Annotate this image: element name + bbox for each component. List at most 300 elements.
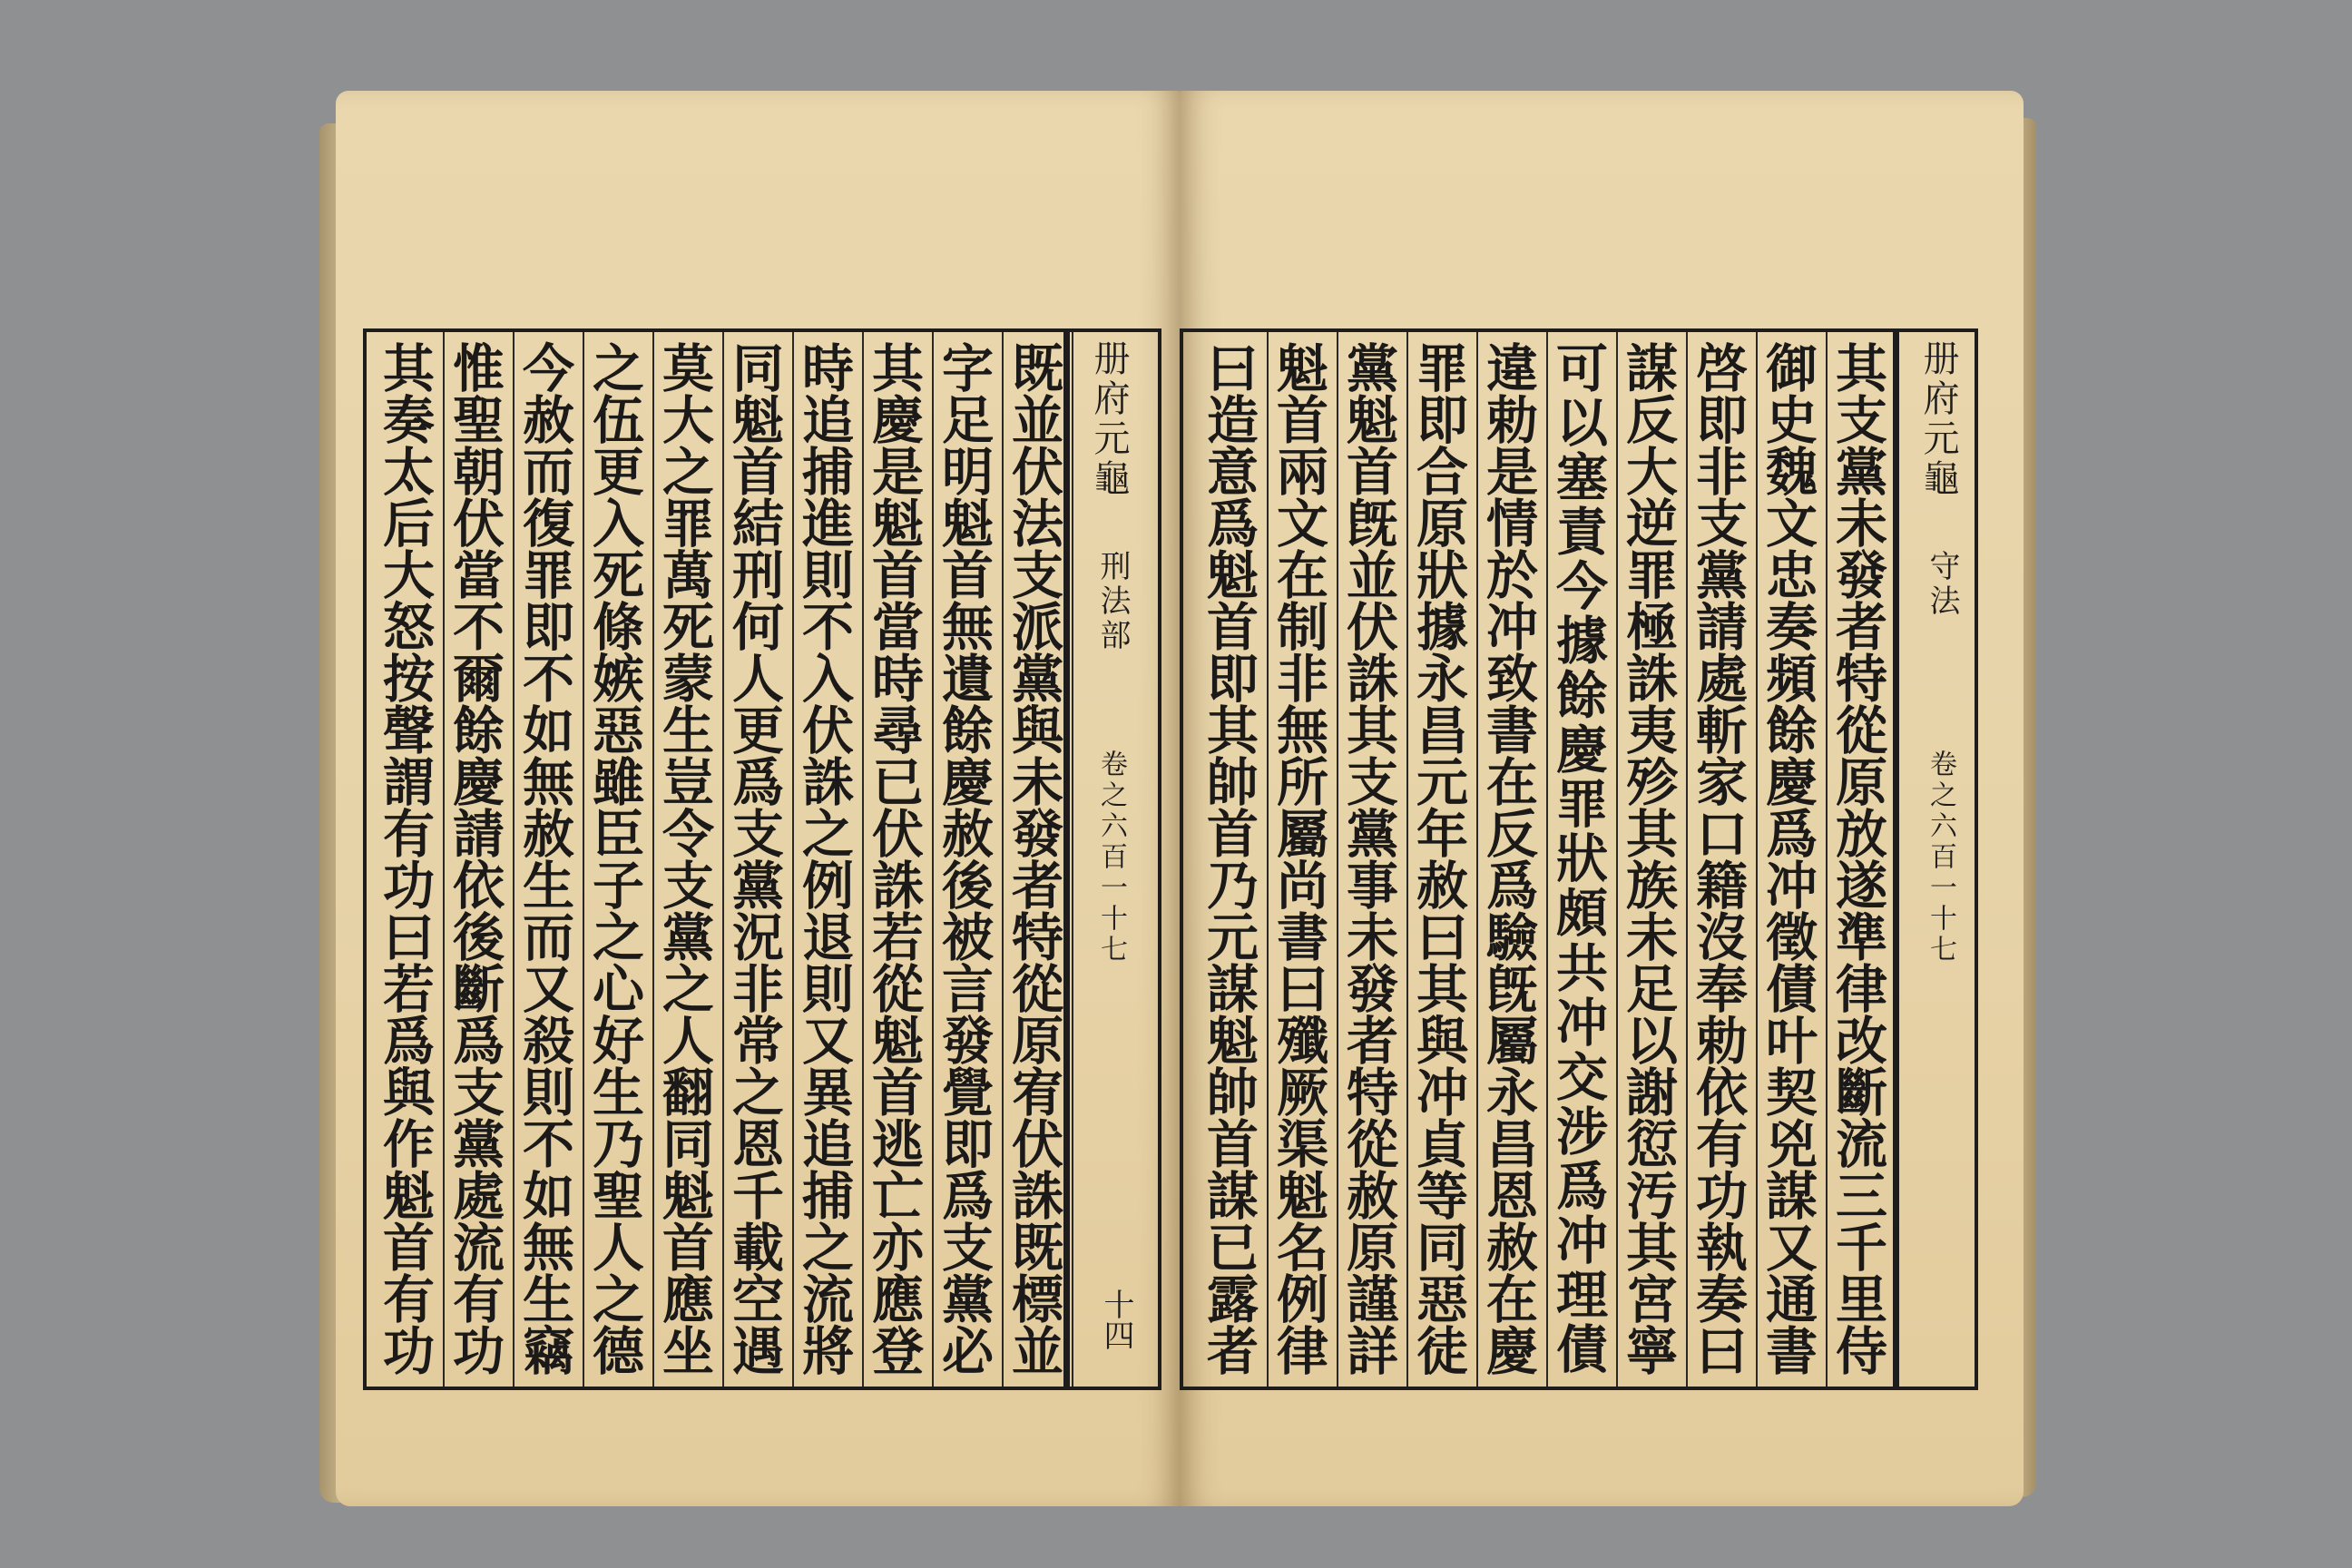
character: 登 xyxy=(872,1321,924,1382)
character: 放 xyxy=(1836,804,1887,865)
character: 造 xyxy=(1207,390,1259,451)
character: 恩 xyxy=(1486,1166,1538,1227)
character: 共 xyxy=(1556,937,1608,999)
character: 赦 xyxy=(523,390,574,451)
character: 后 xyxy=(383,494,435,554)
character: 並 xyxy=(1012,390,1063,451)
character: 忠 xyxy=(1766,545,1818,606)
character: 反 xyxy=(1486,804,1538,865)
character: 極 xyxy=(1626,597,1678,658)
character: 請 xyxy=(1696,597,1748,658)
character: 永 xyxy=(1486,1063,1538,1123)
character: 黨 xyxy=(732,856,784,916)
character: 被 xyxy=(942,907,994,968)
character: 者 xyxy=(1836,597,1887,658)
character: 異 xyxy=(802,1063,854,1123)
character: 有 xyxy=(383,804,435,865)
character: 竊 xyxy=(523,1321,574,1382)
character: 其 xyxy=(383,338,435,399)
character: 責 xyxy=(1556,502,1608,564)
character: 當 xyxy=(872,597,924,658)
character: 書 xyxy=(1486,701,1538,761)
character: 功 xyxy=(383,1321,435,1382)
right-text-column xyxy=(1198,332,1268,1387)
left-text-column xyxy=(444,332,514,1387)
character: 家 xyxy=(1696,752,1748,813)
character: 昌 xyxy=(1486,1114,1538,1175)
character: 標 xyxy=(1012,1269,1063,1330)
character: 冲 xyxy=(1556,1210,1608,1271)
character: 魁 xyxy=(383,1166,435,1227)
right-text-column xyxy=(1407,332,1477,1387)
character: 塞 xyxy=(1556,447,1608,509)
character: 寧 xyxy=(1626,1321,1678,1382)
character: 之 xyxy=(732,1063,784,1123)
character: 更 xyxy=(732,701,784,761)
character: 渠 xyxy=(1277,1114,1328,1175)
character: 夷 xyxy=(1626,701,1678,761)
character: 將 xyxy=(802,1321,854,1382)
character: 又 xyxy=(523,959,574,1020)
right-page xyxy=(1180,91,2024,1506)
character: 遂 xyxy=(1836,856,1887,916)
character: 斷 xyxy=(453,959,505,1020)
character: 後 xyxy=(942,856,994,916)
column-rule xyxy=(1756,332,1758,1387)
character: 據 xyxy=(1556,611,1608,672)
character: 又 xyxy=(1766,1218,1818,1279)
character: 時 xyxy=(802,338,854,399)
character: 是 xyxy=(1486,442,1538,503)
character: 里 xyxy=(1836,1269,1887,1330)
character: 有 xyxy=(383,1269,435,1330)
character: 原 xyxy=(1347,1218,1398,1279)
character: 爲 xyxy=(1766,804,1818,865)
character: 者 xyxy=(1012,856,1063,916)
character: 書 xyxy=(1277,907,1328,968)
character: 罪 xyxy=(1416,338,1468,399)
character: 則 xyxy=(802,959,854,1020)
character: 屬 xyxy=(1277,804,1328,865)
character: 書 xyxy=(1766,1321,1818,1382)
character: 魁 xyxy=(1277,338,1328,399)
character: 奉 xyxy=(1696,959,1748,1020)
character: 以 xyxy=(1626,1011,1678,1072)
character: 文 xyxy=(1277,494,1328,554)
character: 並 xyxy=(1347,545,1398,606)
character: 赦 xyxy=(942,804,994,865)
character: 意 xyxy=(1207,442,1259,503)
character: 必 xyxy=(942,1321,994,1382)
right-margin-section: 守法 xyxy=(1924,550,1960,619)
character: 曰 xyxy=(383,907,435,968)
character: 原 xyxy=(1836,752,1887,813)
column-rule xyxy=(1546,332,1548,1387)
character: 特 xyxy=(1012,907,1063,968)
character: 臣 xyxy=(593,804,644,865)
character: 以 xyxy=(1556,393,1608,455)
column-rule xyxy=(1406,332,1408,1387)
character: 生 xyxy=(523,856,574,916)
character: 況 xyxy=(732,907,784,968)
right-margin-volume: 卷之六百一十七 xyxy=(1925,750,1956,965)
character: 斬 xyxy=(1696,701,1748,761)
character: 流 xyxy=(1836,1114,1887,1175)
character: 之 xyxy=(593,338,644,399)
character: 伏 xyxy=(1347,597,1398,658)
character: 更 xyxy=(593,442,644,503)
character: 好 xyxy=(593,1011,644,1072)
character: 之 xyxy=(802,804,854,865)
character: 從 xyxy=(1012,959,1063,1020)
character: 特 xyxy=(1836,649,1887,710)
character: 詳 xyxy=(1347,1321,1398,1382)
character: 若 xyxy=(872,907,924,968)
character: 伏 xyxy=(872,804,924,865)
column-rule xyxy=(1616,332,1618,1387)
right-text-frame xyxy=(1180,328,1978,1390)
character: 其 xyxy=(1626,1218,1678,1279)
character: 即 xyxy=(1696,390,1748,451)
character: 沒 xyxy=(1696,907,1748,968)
character: 慶 xyxy=(942,752,994,813)
character: 殲 xyxy=(1277,1011,1328,1072)
character: 冲 xyxy=(1556,992,1608,1054)
character: 後 xyxy=(453,907,505,968)
character: 非 xyxy=(732,959,784,1020)
character: 其 xyxy=(872,338,924,399)
character: 又 xyxy=(802,1011,854,1072)
character: 應 xyxy=(662,1269,714,1330)
character: 明 xyxy=(942,442,994,503)
character: 兩 xyxy=(1277,442,1328,503)
character: 元 xyxy=(1416,752,1468,813)
character: 魁 xyxy=(1277,1166,1328,1227)
left-page xyxy=(336,91,1180,1506)
character: 曰 xyxy=(1277,959,1328,1020)
character: 支 xyxy=(732,804,784,865)
character: 奏 xyxy=(383,390,435,451)
character: 債 xyxy=(1766,959,1818,1020)
character: 違 xyxy=(1486,338,1538,399)
character: 謀 xyxy=(1207,1166,1259,1227)
character: 魁 xyxy=(872,1011,924,1072)
character: 人 xyxy=(662,1011,714,1072)
character: 屬 xyxy=(1486,1011,1538,1072)
character: 爲 xyxy=(732,752,784,813)
character: 原 xyxy=(1416,494,1468,554)
character: 惟 xyxy=(453,338,505,399)
character: 涉 xyxy=(1556,1101,1608,1162)
column-rule xyxy=(1072,332,1073,1387)
character: 等 xyxy=(1416,1166,1468,1227)
character: 所 xyxy=(1277,752,1328,813)
character: 應 xyxy=(872,1269,924,1330)
character: 伏 xyxy=(802,701,854,761)
left-page-number: 十四 xyxy=(1098,1289,1134,1350)
character: 常 xyxy=(732,1011,784,1072)
character: 未 xyxy=(1626,907,1678,968)
character: 從 xyxy=(872,959,924,1020)
character: 今 xyxy=(523,338,574,399)
character: 於 xyxy=(1486,545,1538,606)
character: 與 xyxy=(1012,701,1063,761)
character: 即 xyxy=(523,597,574,658)
character: 情 xyxy=(1486,494,1538,554)
character: 魁 xyxy=(732,390,784,451)
character: 足 xyxy=(942,390,994,451)
column-rule xyxy=(1826,332,1828,1387)
left-text-column xyxy=(723,332,793,1387)
character: 曰 xyxy=(1416,907,1468,968)
character: 魁 xyxy=(1207,1011,1259,1072)
character: 從 xyxy=(1836,701,1887,761)
character: 已 xyxy=(1207,1218,1259,1279)
character: 斷 xyxy=(1836,1063,1887,1123)
right-text-column xyxy=(1547,332,1617,1387)
character: 餘 xyxy=(942,701,994,761)
left-text-column xyxy=(1003,332,1073,1387)
character: 生 xyxy=(523,1269,574,1330)
character: 結 xyxy=(732,494,784,554)
character: 史 xyxy=(1766,390,1818,451)
character: 支 xyxy=(1347,752,1398,813)
character: 心 xyxy=(593,959,644,1020)
character: 其 xyxy=(1416,959,1468,1020)
character: 處 xyxy=(453,1166,505,1227)
character: 德 xyxy=(593,1321,644,1382)
character: 處 xyxy=(1696,649,1748,710)
character: 即 xyxy=(942,1114,994,1175)
character: 從 xyxy=(1347,1114,1398,1175)
character: 魁 xyxy=(942,494,994,554)
character: 魏 xyxy=(1766,442,1818,503)
character: 怒 xyxy=(383,597,435,658)
character: 黨 xyxy=(662,907,714,968)
character: 永 xyxy=(1416,649,1468,710)
character: 徵 xyxy=(1766,907,1818,968)
column-rule xyxy=(1267,332,1269,1387)
character: 未 xyxy=(1012,752,1063,813)
character: 可 xyxy=(1556,338,1608,399)
character: 既 xyxy=(1012,338,1063,399)
character: 奏 xyxy=(1766,597,1818,658)
character: 按 xyxy=(383,649,435,710)
character: 首 xyxy=(662,1218,714,1279)
character: 千 xyxy=(1836,1218,1887,1279)
character: 遇 xyxy=(732,1321,784,1382)
character: 狀 xyxy=(1416,545,1468,606)
character: 旣 xyxy=(1486,959,1538,1020)
character: 乃 xyxy=(1207,856,1259,916)
character: 爲 xyxy=(942,1166,994,1227)
character: 黨 xyxy=(1347,804,1398,865)
character: 爲 xyxy=(1207,494,1259,554)
character: 請 xyxy=(453,804,505,865)
character: 法 xyxy=(1012,494,1063,554)
character: 則 xyxy=(523,1063,574,1123)
character: 厥 xyxy=(1277,1063,1328,1123)
character: 露 xyxy=(1207,1269,1259,1330)
right-margin-title: 册府元龜 xyxy=(1917,339,1959,499)
left-text-column xyxy=(514,332,583,1387)
character: 奏 xyxy=(1696,1269,1748,1330)
column-rule xyxy=(1337,332,1338,1387)
character: 曰 xyxy=(1696,1321,1748,1382)
character: 之 xyxy=(593,907,644,968)
character: 愆 xyxy=(1626,1114,1678,1175)
character: 合 xyxy=(1416,442,1468,503)
character: 伍 xyxy=(593,390,644,451)
character: 嫉 xyxy=(593,649,644,710)
left-text-column xyxy=(933,332,1003,1387)
character: 字 xyxy=(942,338,994,399)
character: 特 xyxy=(1347,1063,1398,1123)
character: 派 xyxy=(1012,597,1063,658)
character: 無 xyxy=(523,752,574,813)
character: 理 xyxy=(1556,1264,1608,1326)
character: 言 xyxy=(942,959,994,1020)
character: 帥 xyxy=(1207,752,1259,813)
character: 人 xyxy=(593,1218,644,1279)
character: 非 xyxy=(1277,649,1328,710)
character: 慶 xyxy=(453,752,505,813)
character: 千 xyxy=(732,1166,784,1227)
character: 元 xyxy=(1207,907,1259,968)
character: 罪 xyxy=(1556,774,1608,836)
character: 伏 xyxy=(1012,442,1063,503)
right-text-column xyxy=(1687,332,1757,1387)
character: 而 xyxy=(523,442,574,503)
character: 乃 xyxy=(593,1114,644,1175)
character: 有 xyxy=(1696,1114,1748,1175)
character: 作 xyxy=(383,1114,435,1175)
character: 功 xyxy=(383,856,435,916)
character: 支 xyxy=(942,1218,994,1279)
right-text-column xyxy=(1268,332,1338,1387)
character: 朝 xyxy=(453,442,505,503)
character: 伏 xyxy=(1012,1114,1063,1175)
character: 亡 xyxy=(872,1166,924,1227)
character: 慶 xyxy=(1486,1321,1538,1382)
character: 慶 xyxy=(872,390,924,451)
character: 聲 xyxy=(383,701,435,761)
character: 依 xyxy=(453,856,505,916)
character: 足 xyxy=(1626,959,1678,1020)
character: 何 xyxy=(732,597,784,658)
character: 與 xyxy=(1416,1011,1468,1072)
character: 汚 xyxy=(1626,1166,1678,1227)
character: 首 xyxy=(872,1063,924,1123)
character: 黨 xyxy=(1347,338,1398,399)
character: 頻 xyxy=(1766,649,1818,710)
character: 狀 xyxy=(1556,828,1608,890)
character: 準 xyxy=(1836,907,1887,968)
character: 同 xyxy=(1416,1218,1468,1279)
character: 謂 xyxy=(383,752,435,813)
character: 謀 xyxy=(1766,1166,1818,1227)
character: 支 xyxy=(1836,390,1887,451)
character: 功 xyxy=(453,1321,505,1382)
left-text-column xyxy=(583,332,653,1387)
character: 伏 xyxy=(453,494,505,554)
character: 首 xyxy=(1207,804,1259,865)
left-margin-title: 册府元龜 xyxy=(1088,339,1130,499)
character: 黨 xyxy=(1012,649,1063,710)
open-book xyxy=(336,91,2024,1506)
character: 非 xyxy=(1696,442,1748,503)
character: 如 xyxy=(523,1166,574,1227)
right-text-column xyxy=(1617,332,1687,1387)
character: 惡 xyxy=(593,701,644,761)
character: 誅 xyxy=(1626,649,1678,710)
character: 雖 xyxy=(593,752,644,813)
character: 之 xyxy=(802,1218,854,1279)
character: 人 xyxy=(732,649,784,710)
left-margin-volume: 卷之六百一十七 xyxy=(1095,750,1127,965)
character: 同 xyxy=(662,1114,714,1175)
right-text-column xyxy=(1477,332,1547,1387)
column-rule xyxy=(1476,332,1478,1387)
character: 冲 xyxy=(1416,1063,1468,1123)
character: 罪 xyxy=(1626,545,1678,606)
character: 罪 xyxy=(662,494,714,554)
character: 流 xyxy=(802,1269,854,1330)
character: 慶 xyxy=(1556,720,1608,781)
character: 殄 xyxy=(1626,752,1678,813)
character: 捕 xyxy=(802,442,854,503)
left-text-column xyxy=(374,332,444,1387)
character: 今 xyxy=(1556,556,1608,618)
character: 爾 xyxy=(453,649,505,710)
character: 殺 xyxy=(523,1011,574,1072)
character: 謝 xyxy=(1626,1063,1678,1123)
character: 已 xyxy=(872,752,924,813)
character: 謀 xyxy=(1626,338,1678,399)
character: 律 xyxy=(1836,959,1887,1020)
margin-border xyxy=(1063,332,1070,1387)
character: 生 xyxy=(593,1063,644,1123)
character: 發 xyxy=(1012,804,1063,865)
margin-border xyxy=(1893,332,1899,1387)
character: 未 xyxy=(1347,907,1398,968)
character: 黨 xyxy=(453,1114,505,1175)
character: 尋 xyxy=(872,701,924,761)
character: 貞 xyxy=(1416,1114,1468,1175)
character: 者 xyxy=(1207,1321,1259,1382)
character: 誅 xyxy=(1347,649,1398,710)
character: 無 xyxy=(942,597,994,658)
character: 其 xyxy=(1207,701,1259,761)
character: 復 xyxy=(523,494,574,554)
character: 翻 xyxy=(662,1063,714,1123)
character: 流 xyxy=(453,1218,505,1279)
character: 首 xyxy=(872,545,924,606)
character: 改 xyxy=(1836,1011,1887,1072)
character: 口 xyxy=(1696,804,1748,865)
character: 蒙 xyxy=(662,649,714,710)
character: 在 xyxy=(1486,1269,1538,1330)
character: 誅 xyxy=(802,752,854,813)
character: 者 xyxy=(1347,1011,1398,1072)
character: 聖 xyxy=(453,390,505,451)
character: 冲 xyxy=(1766,856,1818,916)
character: 契 xyxy=(1766,1063,1818,1123)
character: 則 xyxy=(802,545,854,606)
character: 三 xyxy=(1836,1166,1887,1227)
character: 不 xyxy=(453,597,505,658)
character: 同 xyxy=(732,338,784,399)
